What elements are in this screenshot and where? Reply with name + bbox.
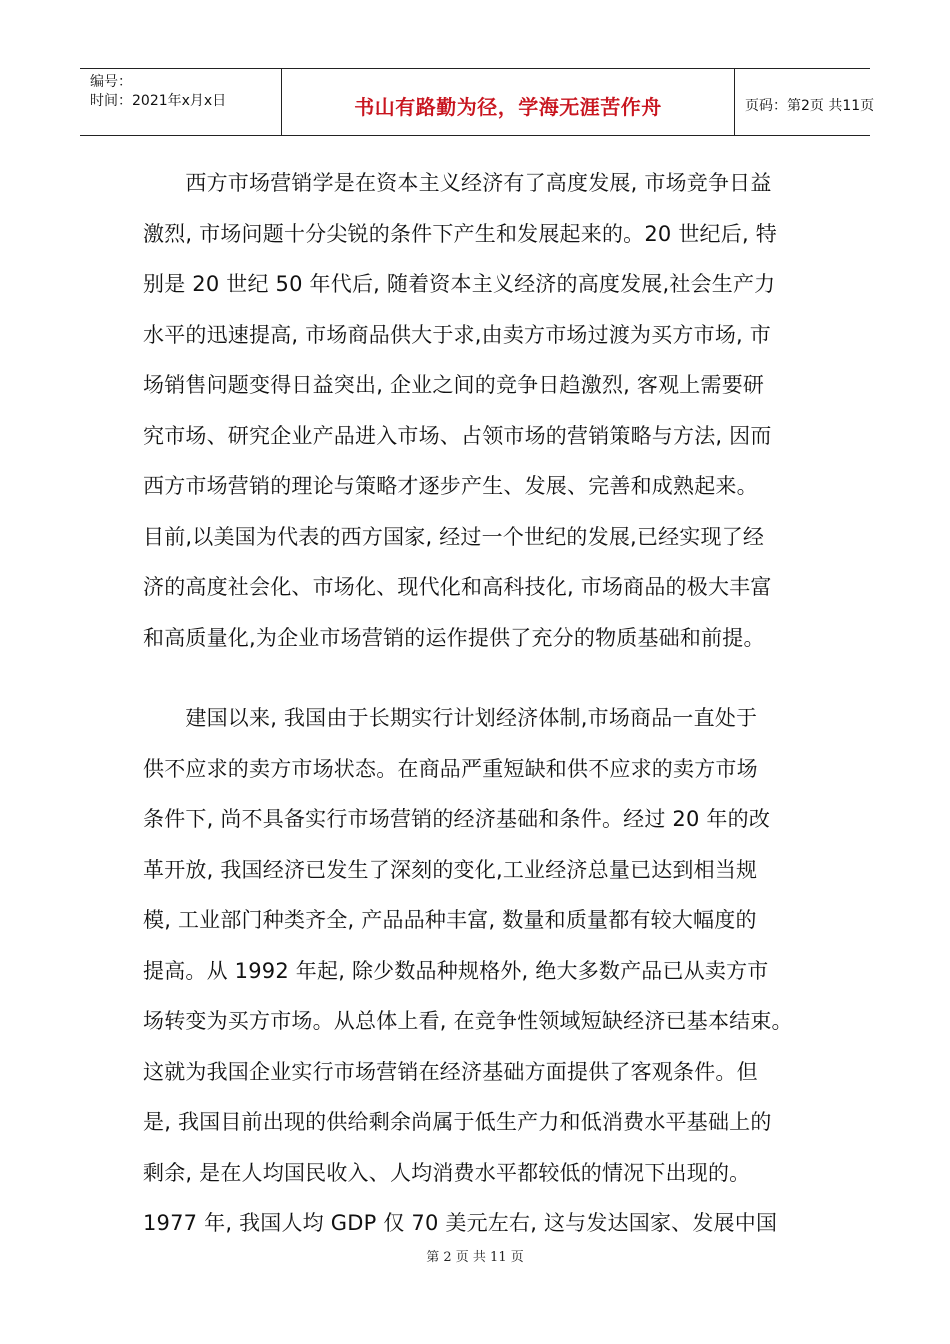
text-line: 激烈, 市场问题十分尖锐的条件下产生和发展起来的。20 世纪后, 特 (143, 221, 777, 246)
text-line: 和高质量化,为企业市场营销的运作提供了充分的物质基础和前提。 (143, 625, 765, 650)
text-line: 西方市场营销学是在资本主义经济有了高度发展, 市场竞争日益 (143, 171, 772, 195)
text-line: 供不应求的卖方市场状态。在商品严重短缺和供不应求的卖方市场 (143, 756, 758, 781)
page-header (80, 68, 875, 136)
number-label: 编号： (90, 74, 132, 90)
date-label: 时间：2021年x月x日 (90, 93, 227, 109)
text-line: 济的高度社会化、市场化、现代化和高科技化, 市场商品的极大丰富 (143, 575, 772, 599)
text-line: 提高。从 1992 年起, 除少数品种规格外, 绝大多数产品已从卖方市 (143, 958, 769, 983)
motto-text: 书山有路勤为径，学海无涯苦作舟 (354, 95, 662, 119)
paragraph-2 (143, 693, 823, 1249)
text-line: 是, 我国目前出现的供给剩余尚属于低生产力和低消费水平基础上的 (143, 1110, 772, 1134)
text-line: 这就为我国企业实行市场营销在经济基础方面提供了客观条件。但 (143, 1059, 758, 1084)
text-line: 模, 工业部门种类齐全, 产品品种丰富, 数量和质量都有较大幅度的 (143, 908, 757, 932)
text-line: 建国以来, 我国由于长期实行计划经济体制,市场商品一直处于 (143, 706, 758, 730)
text-line: 1977 年, 我国人均 GDP 仅 70 美元左右, 这与发达国家、发展中国 (143, 1211, 778, 1235)
document-body (143, 158, 823, 1249)
text-line: 究市场、研究企业产品进入市场、占领市场的营销策略与方法, 因而 (143, 423, 772, 448)
header-meta-cell (80, 69, 281, 135)
paragraph-gap (143, 663, 823, 693)
text-line: 革开放, 我国经济已发生了深刻的变化,工业经济总量已达到相当规 (143, 857, 758, 882)
page-footer: 第 2 页 共 11 页 (426, 1250, 524, 1265)
text-line: 条件下, 尚不具备实行市场营销的经济基础和条件。经过 20 年的改 (143, 807, 771, 831)
text-line: 水平的迅速提高, 市场商品供大于求,由卖方市场过渡为买方市场, 市 (143, 322, 771, 347)
text-line: 别是 20 世纪 50 年代后, 随着资本主义经济的高度发展,社会生产力 (143, 272, 776, 296)
header-motto-cell (281, 69, 735, 135)
header-page-cell (735, 69, 875, 135)
page-code: 页码：第2页 共11页 (745, 98, 875, 114)
text-line: 目前,以美国为代表的西方国家, 经过一个世纪的发展,已经实现了经 (143, 524, 765, 549)
text-line: 场转变为买方市场。从总体上看, 在竞争性领域短缺经济已基本结束。 (143, 1009, 793, 1033)
text-line: 场销售问题变得日益突出, 企业之间的竞争日趋激烈, 客观上需要研 (143, 373, 765, 397)
paragraph-1 (143, 158, 823, 663)
text-line: 剩余, 是在人均国民收入、人均消费水平都较低的情况下出现的。 (143, 1160, 751, 1185)
text-line: 西方市场营销的理论与策略才逐步产生、发展、完善和成熟起来。 (143, 474, 758, 498)
